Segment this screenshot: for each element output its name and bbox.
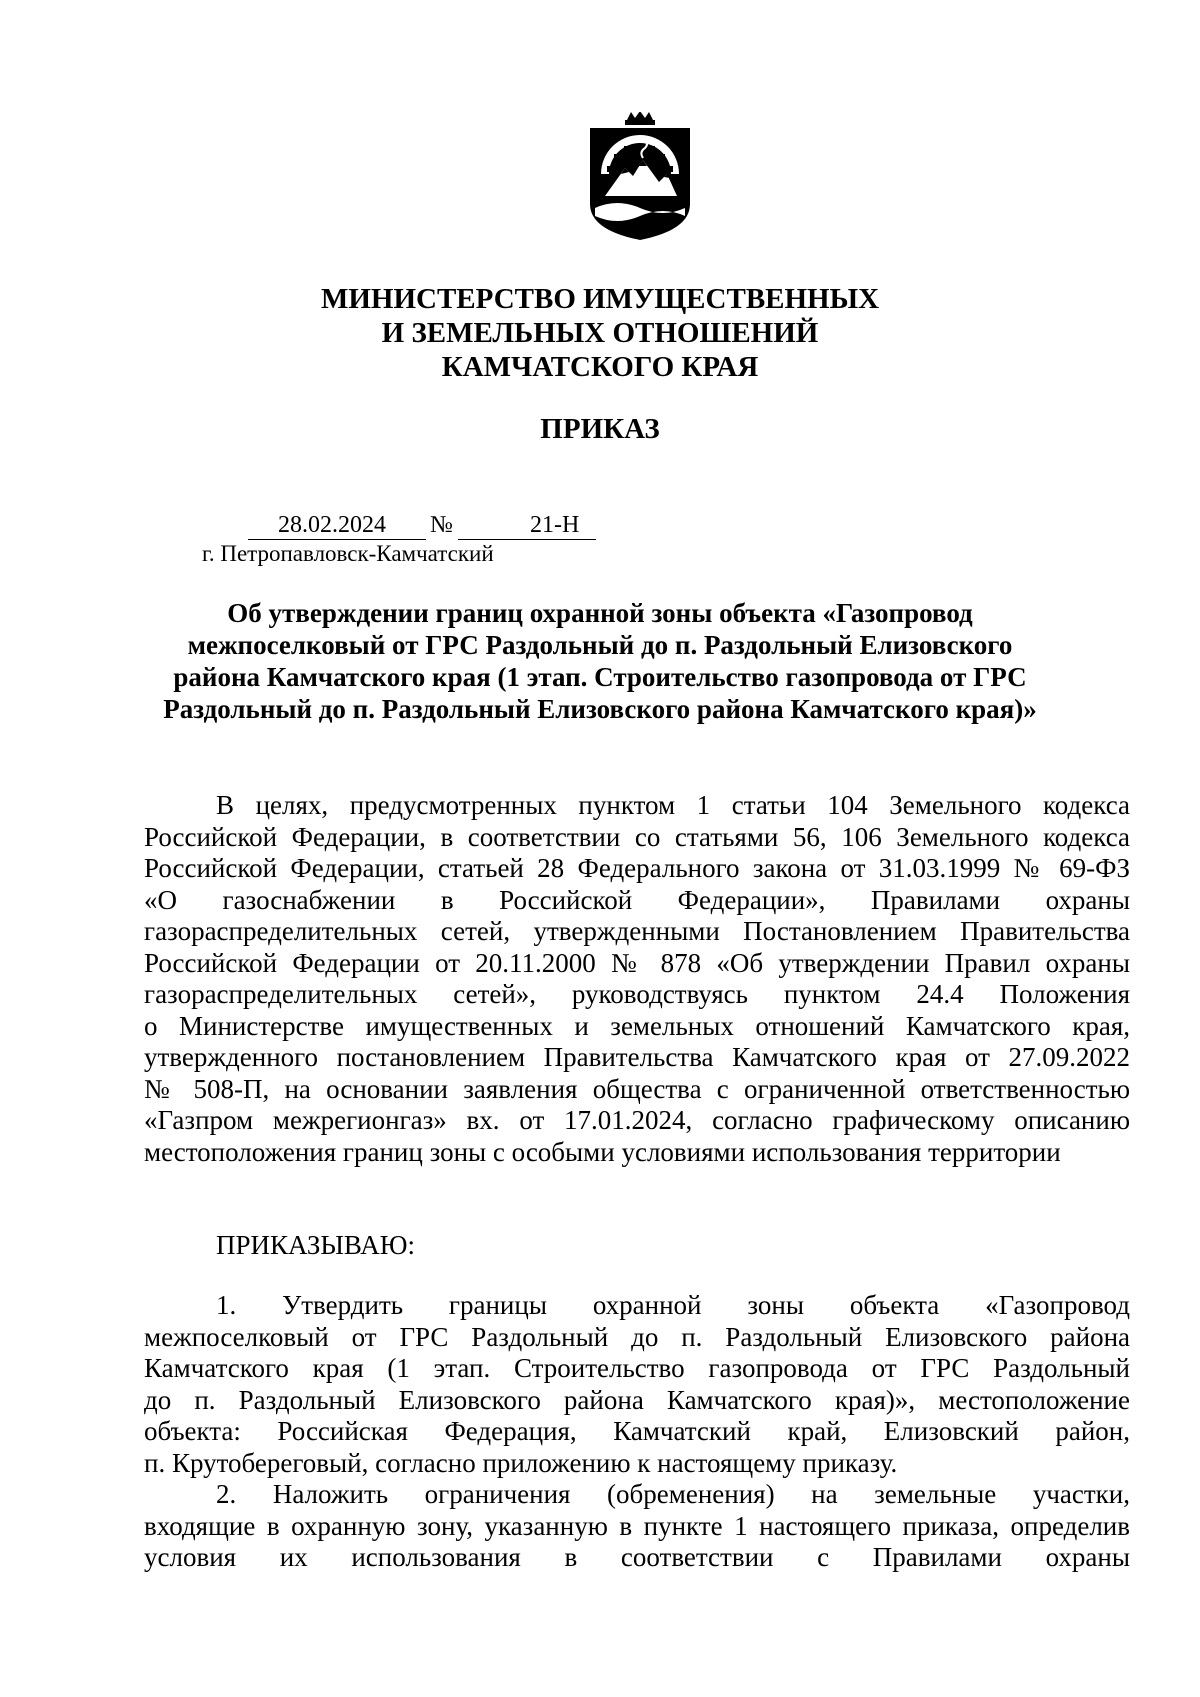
document-title — [150, 597, 1050, 725]
text-line: Российской Федерации, статьей 28 Федерального закона от 31.03.1999 № 69-ФЗ — [144, 853, 1130, 883]
text-line: № 508-П, на основании заявления общества с ограниченной ответственностью — [144, 1073, 1130, 1104]
order-word: ПРИКАЗЫВАЮ: — [216, 1230, 415, 1260]
date-number-line — [248, 510, 648, 540]
title-line: района Камчатского края (1 этап. Строительство газопровода от ГРС — [173, 662, 1027, 692]
ministry-line: МИНИСТЕРСТВО ИМУЩЕСТВЕННЫХ — [320, 283, 880, 315]
text-line: 1. Утвердить границы охранной зоны объекта «Газопровод — [216, 1290, 1130, 1320]
order-item-1 — [144, 1290, 1130, 1479]
text-line: «О газоснабжении в Российской Федерации», Правилами охраны — [144, 884, 1130, 915]
text-line: Российской Федерации от 20.11.2000 № 878 «Об утверждении Правил охраны — [144, 947, 1130, 978]
ministry-line: КАМЧАТСКОГО КРАЯ — [441, 351, 759, 383]
text-line: Российской Федерации, в соответствии со статьями 56, 106 Земельного кодекса — [144, 821, 1130, 852]
number-sign: № — [430, 512, 453, 538]
text-line: межпоселковый от ГРС Раздольный до п. Раздольный Елизовского района — [144, 1321, 1130, 1352]
text-line: до п. Раздольный Елизовского района Камчатского края)», местоположение — [144, 1384, 1130, 1415]
ministry-line: И ЗЕМЕЛЬНЫХ ОТНОШЕНИЙ — [381, 317, 819, 349]
preamble-paragraph — [144, 790, 1130, 1168]
text-line: газораспределительных сетей», руководствуясь пунктом 24.4 Положения — [144, 979, 1130, 1009]
city: г. Петропавловск-Камчатский — [202, 541, 494, 566]
title-line: Раздольный до п. Раздольный Елизовского района Камчатского края)» — [163, 694, 1037, 724]
text-line: В целях, предусмотренных пунктом 1 статьи 104 Земельного кодекса — [216, 790, 1130, 820]
document-type: ПРИКАЗ — [540, 413, 660, 445]
text-line: 2. Наложить ограничения (обременения) на земельные участки, — [216, 1479, 1130, 1509]
text-line: входящие в охранную зону, указанную в пункте 1 настоящего приказа, определив — [144, 1510, 1130, 1541]
order-items — [144, 1290, 1130, 1574]
text-line: объекта: Российская Федерация, Камчатский край, Елизовский район, — [144, 1416, 1130, 1446]
text-line: утвержденного постановлением Правительства Камчатского края от 27.09.2022 — [144, 1042, 1130, 1072]
text-line: о Министерстве имущественных и земельных отношений Камчатского края, — [144, 1010, 1130, 1041]
ministry-name — [0, 282, 1200, 384]
text-line: п. Крутобереговый, согласно приложению к настоящему приказу. — [144, 1447, 898, 1478]
text-line: газораспределительных сетей, утвержденными Постановлением Правительства — [144, 916, 1130, 946]
text-line: условия их использования в соответствии с Правилами охраны — [144, 1542, 1130, 1572]
text-line: Камчатского края (1 этап. Строительство газопровода от ГРС Раздольный — [144, 1353, 1130, 1383]
title-line: Об утверждении границ охранной зоны объекта «Газопровод — [227, 598, 973, 628]
coat-of-arms-icon — [587, 112, 693, 242]
title-line: межпоселковый от ГРС Раздольный до п. Раздольный Елизовского — [187, 630, 1013, 660]
text-line: «Газпром межрегионгаз» вх. от 17.01.2024, согласно графическому описанию — [144, 1105, 1130, 1135]
order-item-2 — [144, 1479, 1130, 1574]
document-date: 28.02.2024 — [278, 512, 386, 538]
text-line: местоположения границ зоны с особыми условиями использования территории — [144, 1136, 1061, 1167]
document-number: 21-Н — [530, 512, 580, 538]
